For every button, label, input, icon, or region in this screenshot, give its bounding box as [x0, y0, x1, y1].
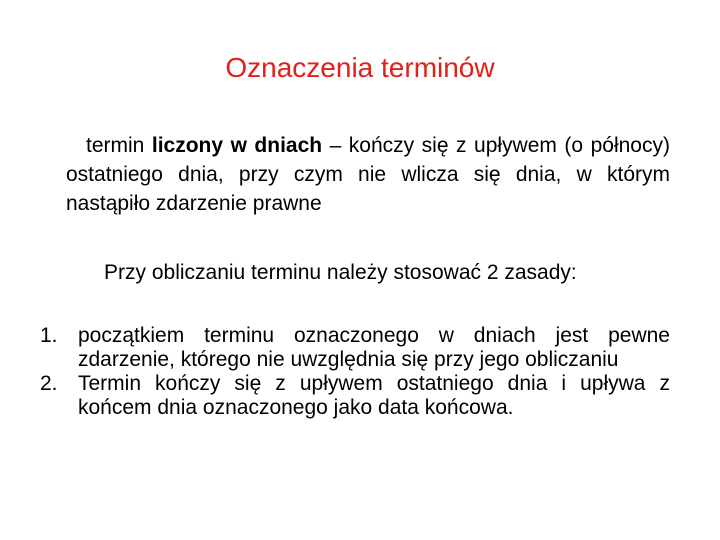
rule-text: Termin kończy się z upływem ostatniego dnia i upływa z końcem dnia oznaczonego jako data końcowa. [78, 372, 670, 419]
definition-body: – kończy się z upływem (o północy) ostatniego dnia, przy czym nie wlicza się dnia, w którym nastąpiło zdarzenie prawne [66, 134, 670, 215]
rule-item-1 [40, 324, 670, 372]
slide-title: Oznaczenia terminów [225, 52, 495, 83]
rule-number: 2. [40, 372, 58, 395]
rule-item-2 [40, 372, 670, 420]
rule-text: początkiem terminu oznaczonego w dniach jest pewne zdarzenie, którego nie uwzględnia się przy jego obliczaniu [78, 324, 670, 371]
definition-term: liczony w dniach [151, 134, 323, 157]
rules-intro: Przy obliczaniu terminu należy stosować 2 zasady: [104, 261, 577, 284]
definition-lead: termin [86, 134, 145, 157]
definition-paragraph [66, 131, 670, 218]
rules-list [40, 324, 670, 420]
rule-number: 1. [40, 324, 58, 347]
